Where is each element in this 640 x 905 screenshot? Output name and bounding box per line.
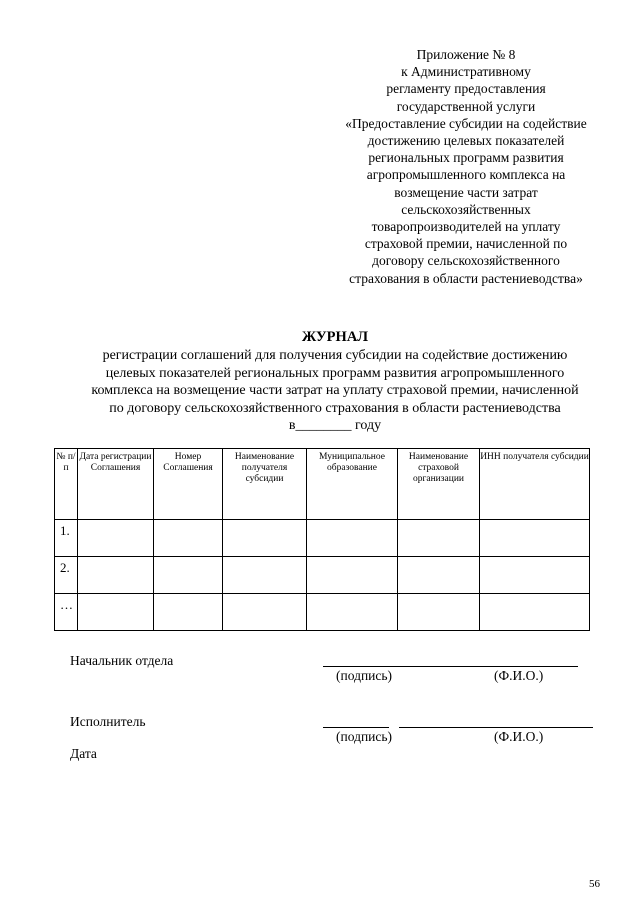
table-row xyxy=(55,594,590,631)
executor-signature-caption: (подпись) xyxy=(336,729,393,744)
table-cell xyxy=(307,557,398,594)
journal-title: ЖУРНАЛ xyxy=(301,329,369,345)
head-name-caption: (Ф.И.О.) xyxy=(494,668,544,683)
row-number: 1. xyxy=(55,520,78,557)
header-registration-date: Дата регистрации Соглашения xyxy=(78,449,154,520)
registration-table xyxy=(54,448,590,631)
appendix-line: возмещение части затрат xyxy=(394,184,538,200)
table-cell xyxy=(78,520,154,557)
appendix-line: региональных программ развития xyxy=(368,150,564,166)
appendix-line: достижению целевых показателей xyxy=(367,133,565,149)
table-cell xyxy=(78,557,154,594)
appendix-line: сельскохозяйственных xyxy=(401,201,531,217)
table-cell xyxy=(398,594,480,631)
journal-subtitle-line: регистрации соглашений для получения субсидии на содействие достижению xyxy=(102,348,568,364)
table-cell xyxy=(480,557,590,594)
appendix-line: «Предоставление субсидии на содействие xyxy=(345,115,587,131)
date-label: Дата xyxy=(70,746,97,761)
head-signature-caption: (подпись) xyxy=(336,668,393,683)
appendix-block xyxy=(330,46,602,287)
journal-year-line: в________ году xyxy=(288,418,382,434)
table-cell xyxy=(223,594,307,631)
header-recipient-name: Наименование получателя субсидии xyxy=(223,449,307,520)
head-signature-line xyxy=(323,666,578,667)
table-cell xyxy=(398,520,480,557)
page-number: 56 xyxy=(589,878,600,890)
table-cell xyxy=(154,557,223,594)
table-cell xyxy=(154,520,223,557)
row-number: 2. xyxy=(55,557,78,594)
header-insurer-name: Наименование страховой организации xyxy=(398,449,480,520)
appendix-line: к Административному xyxy=(401,64,531,80)
appendix-line: страховой премии, начисленной по xyxy=(364,236,568,252)
appendix-line: договору сельскохозяйственного xyxy=(372,253,560,269)
journal-subtitle-line: по договору сельскохозяйственного страхования в области растениеводства xyxy=(109,400,561,416)
header-municipality: Муниципальное образование xyxy=(307,449,398,520)
appendix-line: страхования в области растениеводства» xyxy=(349,270,583,286)
appendix-line: Приложение № 8 xyxy=(416,47,516,62)
appendix-line: государственной услуги xyxy=(396,98,536,114)
executor-label: Исполнитель xyxy=(70,714,146,729)
table-header-row xyxy=(55,449,590,520)
table-row xyxy=(55,520,590,557)
table-cell xyxy=(480,594,590,631)
table-cell xyxy=(223,557,307,594)
table-cell xyxy=(78,594,154,631)
table-cell xyxy=(480,520,590,557)
row-number: … xyxy=(55,594,78,631)
header-agreement-number: Номер Соглашения xyxy=(154,449,223,520)
executor-signature-line xyxy=(323,727,389,728)
table-cell xyxy=(223,520,307,557)
journal-subtitle-line: целевых показателей региональных программ развития агропромышленного xyxy=(105,365,565,381)
journal-heading xyxy=(52,329,618,434)
table-cell xyxy=(398,557,480,594)
appendix-line: агропромышленного комплекса на xyxy=(366,167,566,183)
table-cell xyxy=(307,520,398,557)
table-cell xyxy=(307,594,398,631)
head-of-department-label: Начальник отдела xyxy=(70,653,174,668)
table-row xyxy=(55,557,590,594)
table-cell xyxy=(154,594,223,631)
executor-name-line xyxy=(399,727,593,728)
executor-name-caption: (Ф.И.О.) xyxy=(494,729,544,744)
appendix-line: регламенту предоставления xyxy=(386,81,546,97)
journal-subtitle-line: комплекса на возмещение части затрат на уплату страховой премии, начисленной xyxy=(91,383,579,399)
appendix-line: товаропроизводителей на уплату xyxy=(371,219,561,235)
header-recipient-inn: ИНН получателя субсидии xyxy=(480,449,590,520)
header-number: № п/п xyxy=(55,449,78,520)
